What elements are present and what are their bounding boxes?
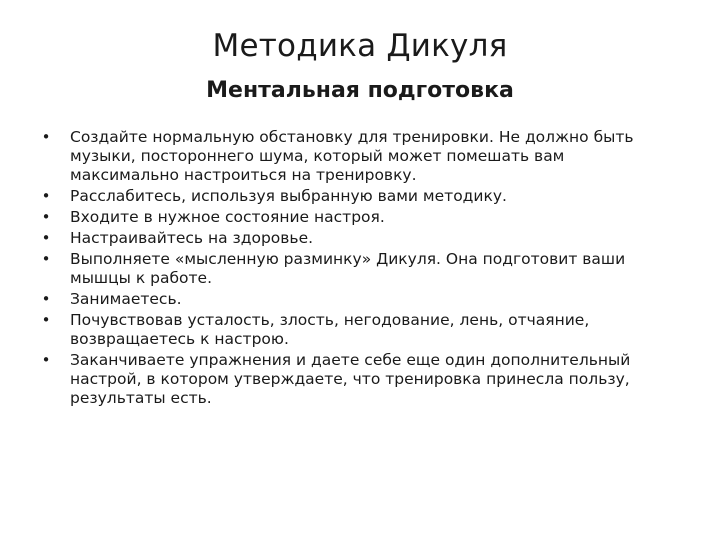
bullet-item [38, 208, 678, 227]
bullet-item [38, 128, 678, 185]
bullet-icon: • [41, 351, 51, 369]
bullet-text: Выполняете «мысленную разминку» Дикуля. Она подготовит ваши мышцы к работе. [70, 250, 626, 287]
bullet-text: Почувствовав усталость, злость, негодование, лень, отчаяние, возвращаетесь к настрою. [70, 311, 590, 348]
bullet-item [38, 187, 678, 206]
bullet-text: Занимаетесь. [70, 290, 182, 308]
bullet-item [38, 250, 678, 288]
bullet-item [38, 290, 678, 309]
bullet-icon: • [41, 290, 51, 308]
bullet-icon: • [41, 311, 51, 329]
slide-title: Методика Дикуля [212, 28, 508, 64]
bullet-icon: • [41, 229, 51, 247]
bullet-item [38, 311, 678, 349]
bullet-list [38, 128, 678, 410]
bullet-text: Входите в нужное состояние настроя. [70, 208, 385, 226]
bullet-text: Заканчиваете упражнения и даете себе еще один дополнительный настрой, в котором утверждаете, что тренировка принесла пользу, результаты есть. [70, 351, 631, 407]
bullet-item [38, 229, 678, 248]
bullet-icon: • [41, 187, 51, 205]
bullet-icon: • [41, 128, 51, 146]
bullet-icon: • [41, 208, 51, 226]
bullet-text: Настраивайтесь на здоровье. [70, 229, 314, 247]
bullet-icon: • [41, 250, 51, 268]
bullet-text: Создайте нормальную обстановку для тренировки. Не должно быть музыки, постороннего шума, который может помешать вам максимально настроиться на тренировку. [70, 128, 634, 184]
bullet-text: Расслабитесь, используя выбранную вами методику. [70, 187, 507, 205]
slide-subtitle: Ментальная подготовка [206, 78, 514, 103]
bullet-item [38, 351, 678, 408]
